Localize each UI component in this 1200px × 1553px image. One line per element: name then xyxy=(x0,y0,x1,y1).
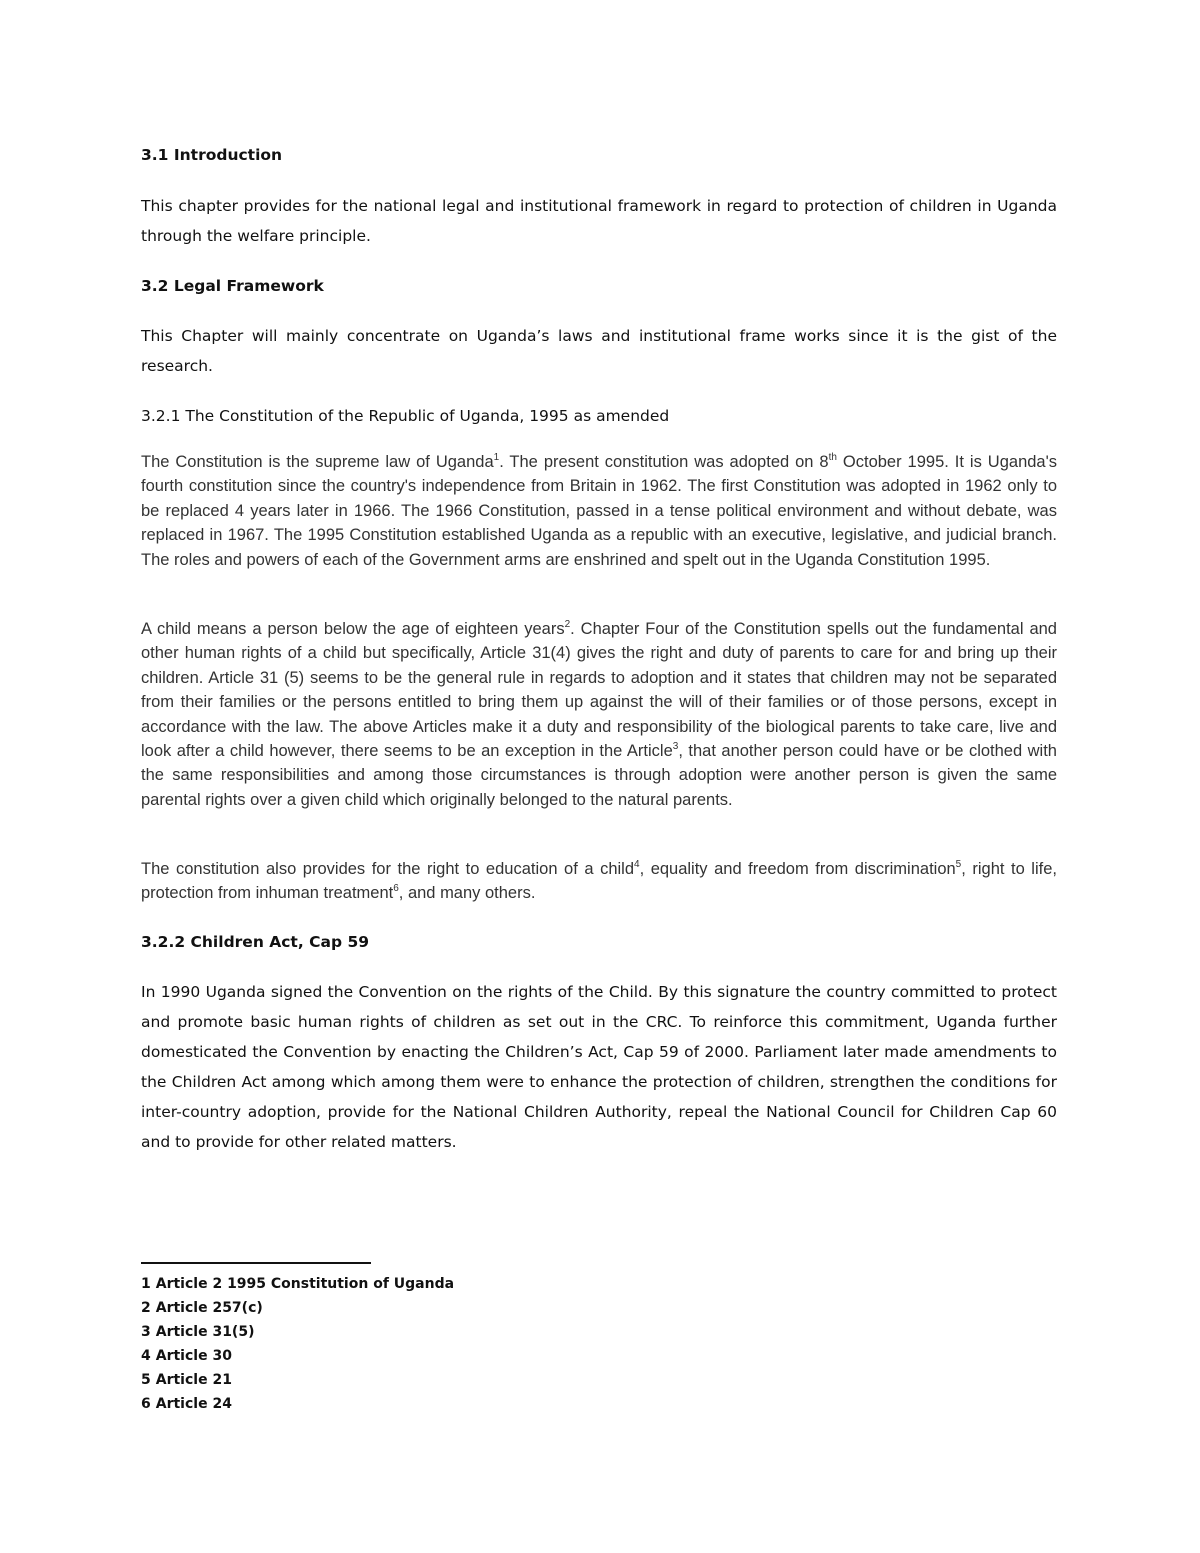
footnote-ref-4: 4 xyxy=(634,859,640,870)
footnote-item: 6 Article 24 xyxy=(141,1396,232,1412)
constitution-paragraph-3: The constitution also provides for the right to education of a child$^4$, equality and freedom from discrimination$^5$, right to life, protection from inhuman treatment$^6$, and many others. xyxy=(141,859,1057,903)
introduction-paragraph: This chapter provides for the national legal and institutional framework in regard to protection of children in Uganda through the welfare principle. xyxy=(141,197,1057,245)
footnote-ref-5: 5 xyxy=(955,859,962,870)
children-act-paragraph: In 1990 Uganda signed the Convention on the rights of the Child. By this signature the country committed to protect and promote basic human rights of children as set out in the CRC. To reinforce this commitment, Uganda further domesticated the Convention by enacting the Children’s Act, Cap 59 of 2000. Parliament later made amendments to the Children Act among which among them were to enhance the protection of children, strengthen the conditions for inter-country adoption, provide for the National Children Authority, repeal the National Council for Children Cap 60 and to provide for other related matters. xyxy=(141,983,1057,1151)
constitution-paragraph-2: A child means a person below the age of eighteen years$^2$. Chapter Four of the Constitution spells out the fundamental and other human rights of a child but specifically, Article 31(4) gives the right and duty of parents to care for and bring up their children. Article 31 (5) seems to be the general rule in regards to adoption and it states that children may not be separated from their families or the persons entitled to bring them up against the will of their families or of those persons, except in accordance with the law. The above Articles make it a duty and responsibility of the biological parents to take care, live and look after a child however, there seems to be an exception in the Article$^3$, that another person could have or be clothed with the same responsibilities and among those circumstances is through adoption were another person is given the same parental rights over a given child which originally belonged to the natural parents. xyxy=(141,619,1057,809)
footnote-ref-6: 6 xyxy=(393,883,399,895)
footnote-ref-1: 1 xyxy=(493,452,500,463)
heading-children-act: 3.2.2 Children Act, Cap 59 xyxy=(141,933,370,951)
heading-introduction: 3.1 Introduction xyxy=(141,146,283,164)
footnote-ref-3: 3 xyxy=(672,741,679,753)
constitution-paragraph-1: The Constitution is the supreme law of Uganda$^1$. The present constitution was adopted on 8th October 1995. It is Uganda's fourth constitution since the country's independence from Britain in 1962. The first Constitution was adopted in 1962 only to be replaced 4 years later in 1966. The 1966 Constitution, passed in a tense political environment and without debate, was replaced in 1967. The 1995 Constitution established Uganda as a republic with an executive, legislative, and judicial branch. The roles and powers of each of the Government arms are enshrined and spelt out in the Uganda Constitution 1995. xyxy=(141,452,1057,569)
heading-constitution: 3.2.1 The Constitution of the Republic of Uganda, 1995 as amended xyxy=(141,407,670,425)
footnote-item: 3 Article 31(5) xyxy=(141,1324,255,1340)
heading-legal-framework: 3.2 Legal Framework xyxy=(141,277,324,295)
footnote-ref-2: 2 xyxy=(564,619,571,630)
footnote-item: 1 Article 2 1995 Constitution of Uganda xyxy=(141,1276,455,1292)
legal-framework-paragraph: This Chapter will mainly concentrate on Uganda’s laws and institutional frame works since it is the gist of the research. xyxy=(141,327,1057,375)
ordinal-suffix: th xyxy=(828,452,837,463)
footnotes-list xyxy=(141,1272,459,1416)
footnote-separator xyxy=(141,1262,371,1264)
footnote-item: 4 Article 30 xyxy=(141,1348,232,1364)
footnote-item: 2 Article 257(c) xyxy=(141,1300,263,1316)
footnote-item: 5 Article 21 xyxy=(141,1372,232,1388)
